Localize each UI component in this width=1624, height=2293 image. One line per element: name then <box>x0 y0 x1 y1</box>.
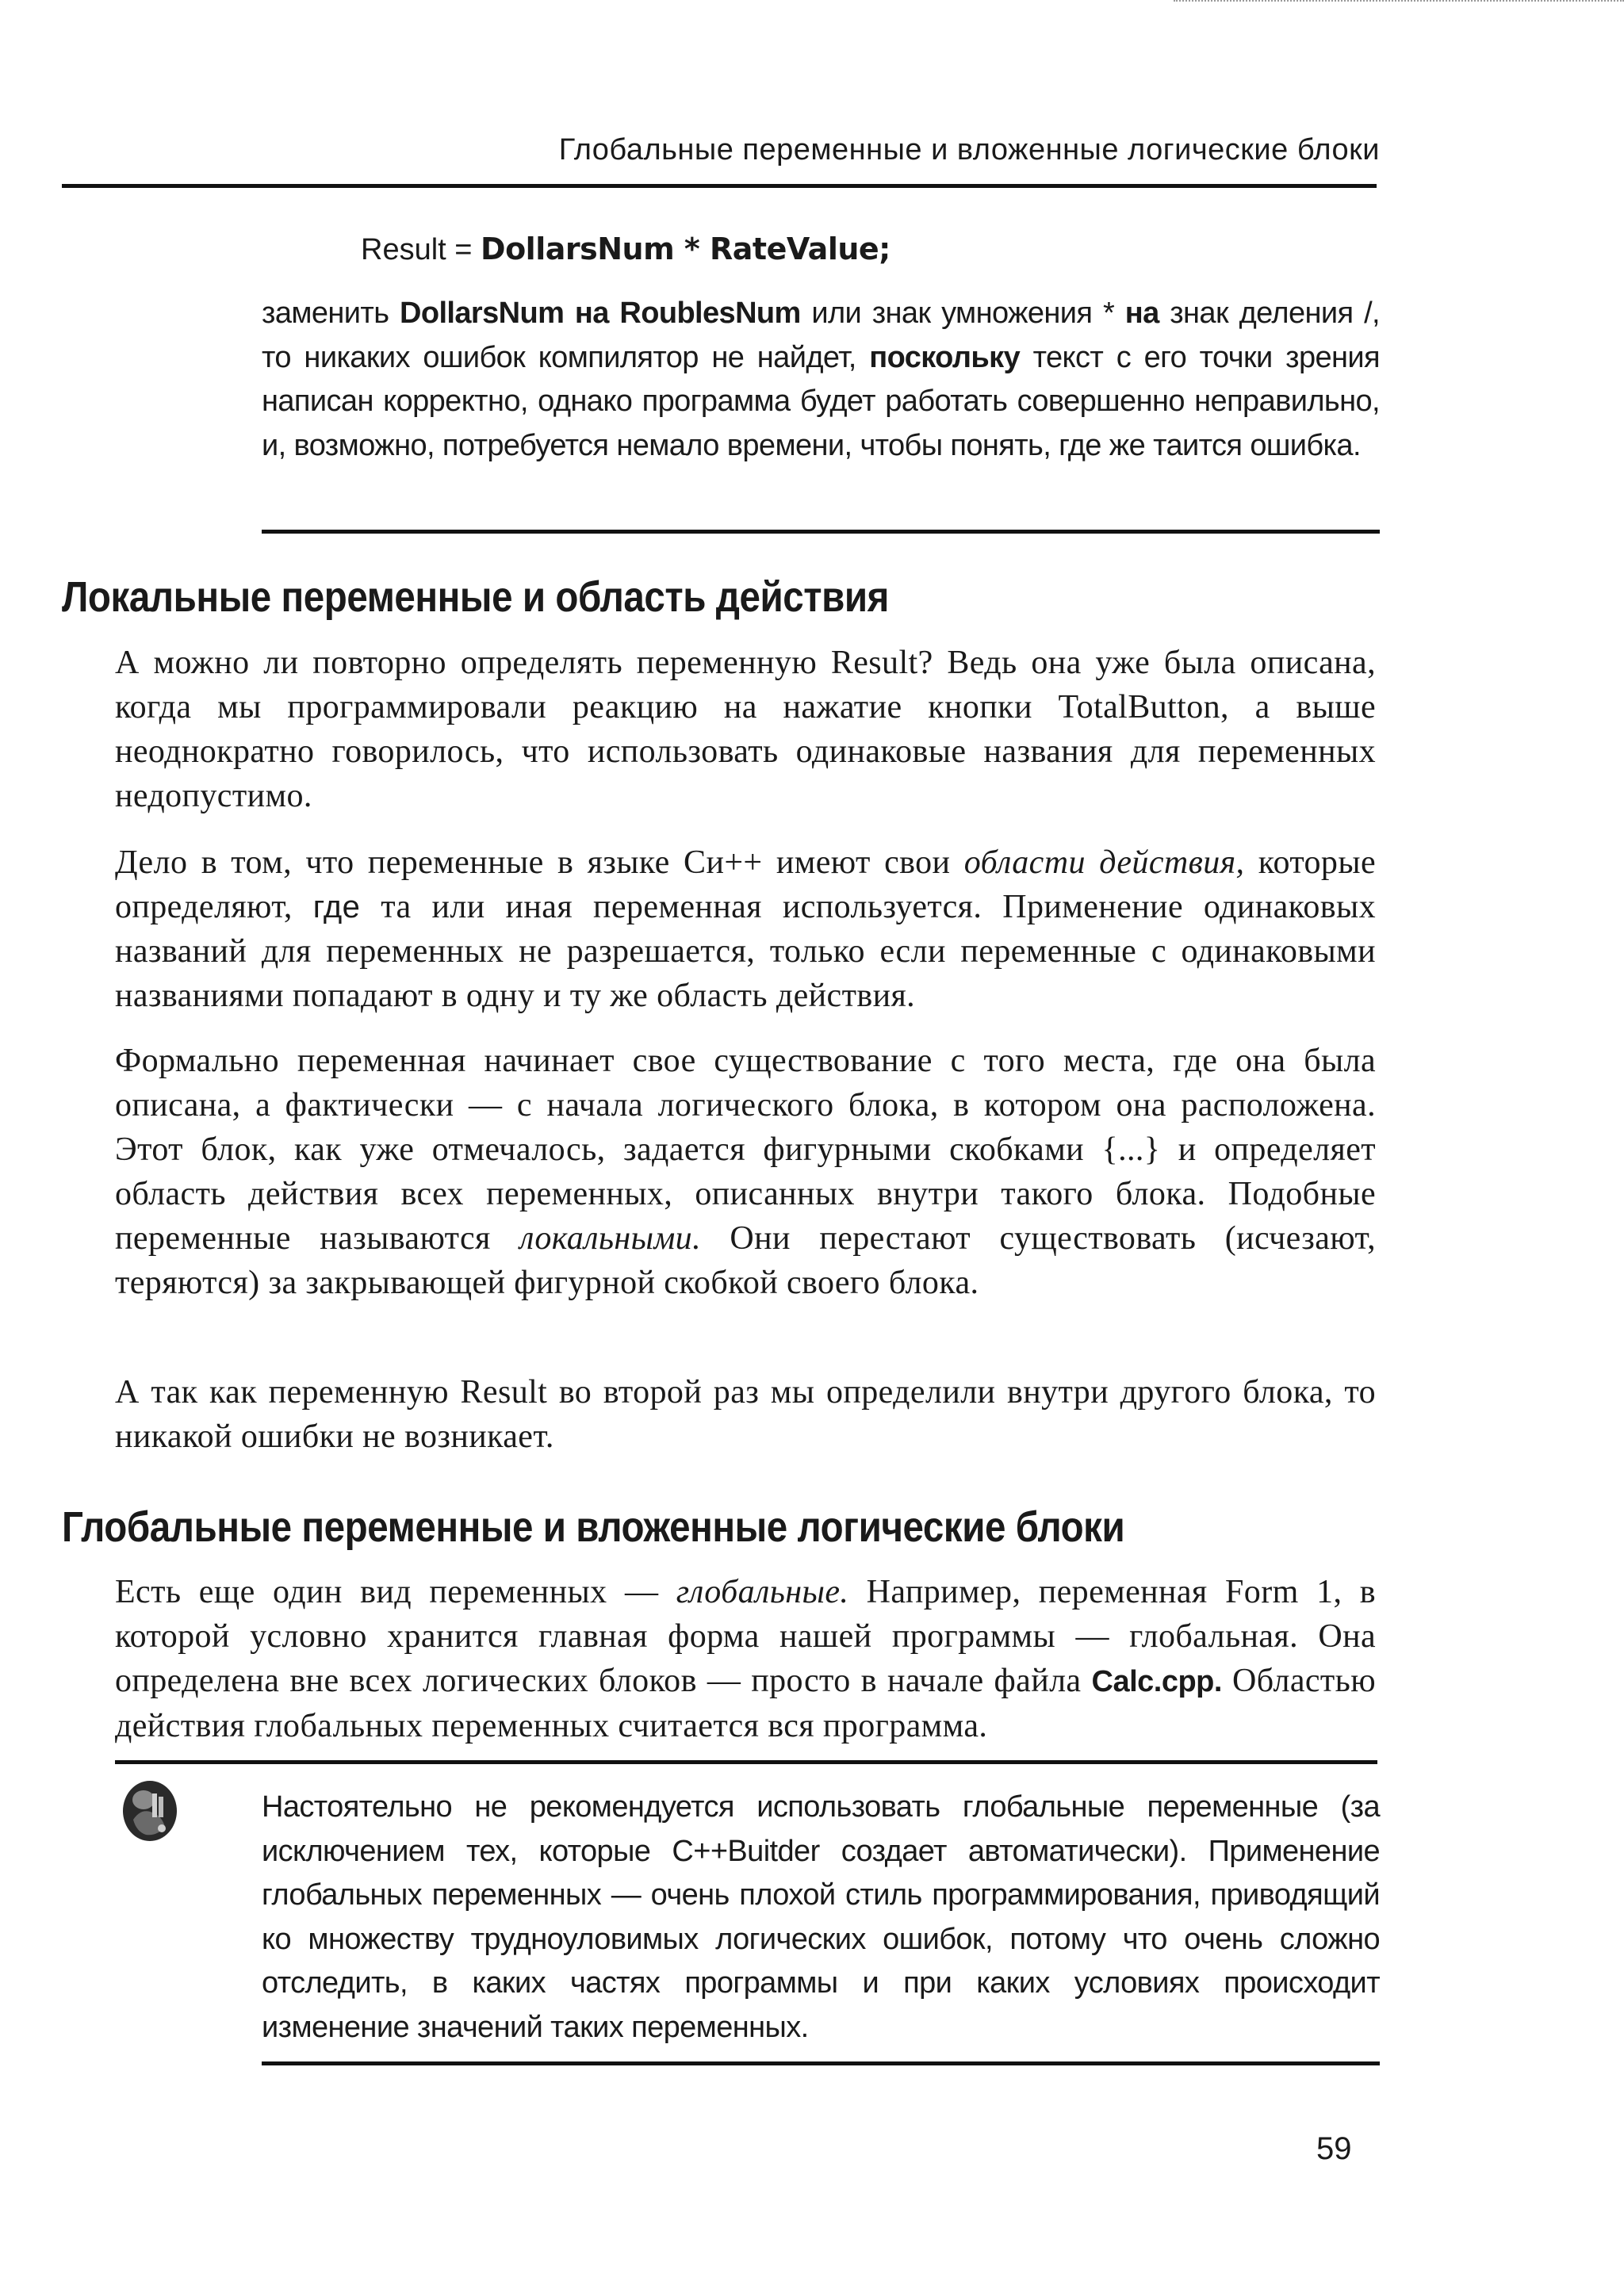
paragraph-text: Дело в том, что переменные в языке Си++ имеют свои <box>115 844 964 881</box>
paragraph-filename: Calc.cpp. <box>1091 1665 1222 1698</box>
running-header: Глобальные переменные и вложенные логические блоки <box>558 133 1380 167</box>
scan-artifact <box>1174 0 1624 8</box>
note-text: текст с его точки зрения написан корректно, однако программа будет работать совершенно неправильно, и, возможно, потребуется немало времени, чтобы понять, где же таится ошибка. <box>262 340 1380 462</box>
paragraph-text: которые определяют, <box>115 844 1376 925</box>
code-prefix: Result = <box>361 233 481 266</box>
paragraph <box>115 1039 1376 1305</box>
tip-rule-top <box>115 1760 1377 1764</box>
paragraph-text: Есть еще один вид переменных — <box>115 1574 676 1610</box>
paragraph-italic: локальными. <box>519 1220 701 1257</box>
note-text <box>564 297 575 330</box>
paragraph <box>115 840 1376 1018</box>
warning-hand-icon <box>117 1776 182 1847</box>
note-block <box>262 292 1380 468</box>
paragraph: А можно ли повторно определять переменную Result? Ведь она уже была описана, когда мы программировали реакцию на нажатие кнопки TotalButton, а выше неоднократно говорилось, что использовать одинаковые названия для переменных недопустимо. <box>115 645 1376 814</box>
tip-text: Настоятельно не рекомендуется использовать глобальные переменные (за исключением тех, которые C++Buitder создает автоматически). Применение глобальных переменных — очень плохой стиль программирования, приводящий ко множеству трудноуловимых логических ошибок, потому что очень сложно отследить, в каких частях программы и при каких условиях происходит изменение значений таких переменных. <box>262 1790 1380 2044</box>
paragraph: А так как переменную Result во второй раз мы определили внутри другого блока, то никакой ошибки не возникает. <box>115 1374 1376 1455</box>
paragraph-text: Формально переменная начинает свое существование с того места, где она была описана, а фактически — с начала логического блока, в котором она расположена. Этот блок, как уже отмечалось, задается фигурными скобками {...} и определяет область действия всех переменных, описанных внутри такого блока. Подобные переменные называются <box>115 1043 1376 1257</box>
note-text: заменить <box>262 297 400 330</box>
paragraph-text: Они перестают существовать (исчезают, теряются) за закрывающей фигурной скобкой своего блока. <box>115 1220 1376 1301</box>
note-text <box>609 297 620 330</box>
code-example <box>361 232 891 267</box>
paragraph-emphasis: где <box>312 890 361 924</box>
header-rule <box>62 184 1377 188</box>
paragraph-text: Например, переменная Form 1, в которой условно хранится главная форма нашей программы — глобальная. Она определена вне всех логических блоков — просто в начале файла <box>115 1574 1376 1699</box>
tip-rule-bottom <box>262 2061 1380 2065</box>
page-number: 59 <box>1316 2131 1352 2166</box>
note-bold: на <box>1124 297 1159 330</box>
section-heading-global: Глобальные переменные и вложенные логические блоки <box>62 1503 1125 1551</box>
paragraph-text: Областью действия глобальных переменных считается вся программа. <box>115 1663 1376 1744</box>
note-bold: на <box>574 297 609 330</box>
paragraph-italic: области действия, <box>963 844 1245 881</box>
paragraph <box>115 1570 1376 1748</box>
paragraph-italic: глобальные. <box>676 1574 849 1610</box>
note-code: RoublesNum <box>619 297 801 330</box>
paragraph-text: та или иная переменная используется. Применение одинаковых названий для переменных не разрешается, только если переменные с одинаковыми названиями попадают в одну и ту же область действия. <box>115 889 1376 1014</box>
section-heading-local: Локальные переменные и область действия <box>62 573 889 621</box>
note-text: знак деления /, то никаких ошибок компилятор не найдет, <box>262 297 1381 374</box>
note-bold: поскольку <box>869 340 1021 374</box>
note-rule <box>262 530 1380 534</box>
note-text: или знак умножения * <box>800 297 1125 330</box>
note-code: DollarsNum <box>400 297 565 330</box>
code-expression: DollarsNum * RateValue; <box>481 232 891 266</box>
